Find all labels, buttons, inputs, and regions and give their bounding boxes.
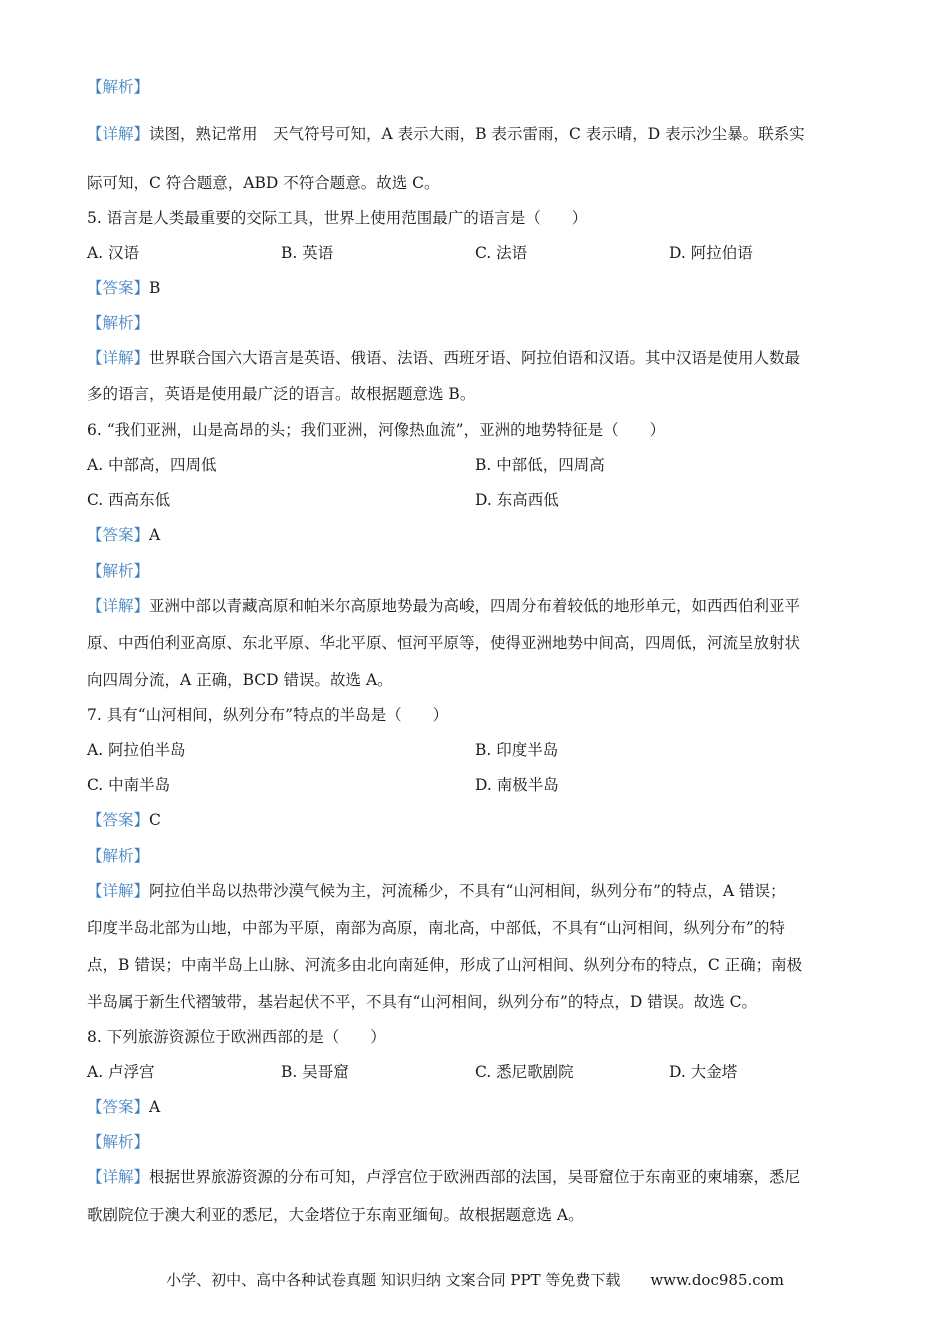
page-footer: 小学、初中、高中各种试卷真题 知识归纳 文案合同 PPT 等免费下载 www.doc985.com [166, 1271, 784, 1289]
detail-tag: 【详解】 [87, 597, 150, 615]
q6-option-c: C. 西高东低 [87, 491, 171, 509]
q6-option-b: B. 中部低，四周高 [475, 456, 605, 474]
q7-option-c: C. 中南半岛 [87, 776, 171, 794]
analysis-tag: 【解析】 [87, 847, 150, 865]
q8-option-b: B. 吴哥窟 [281, 1063, 349, 1081]
analysis-tag: 【解析】 [87, 562, 150, 580]
q6-detail-line-3: 向四周分流，A 正确，BCD 错误。故选 A。 [87, 671, 393, 689]
q4-detail-line-2: 际可知，C 符合题意，ABD 不符合题意。故选 C。 [87, 174, 440, 192]
q8-answer: 【答案】A [87, 1098, 161, 1116]
detail-tag: 【详解】 [87, 349, 150, 367]
q8-detail-line-1: 【详解】根据世界旅游资源的分布可知，卢浮宫位于欧洲西部的法国，吴哥窟位于东南亚的柬埔寨，悉尼 [87, 1168, 801, 1186]
q6-answer: 【答案】A [87, 526, 161, 544]
q7-detail-line-2: 印度半岛北部为山地，中部为平原，南部为高原，南北高，中部低，不具有“山河相间，纵列分布”的特 [87, 919, 785, 937]
q6-detail-line-1: 【详解】亚洲中部以青藏高原和帕米尔高原地势最为高峻，四周分布着较低的地形单元，如西西伯利亚平 [87, 597, 801, 615]
q7-stem: 7. 具有“山河相间，纵列分布”特点的半岛是（ ） [87, 706, 449, 724]
q6-option-a: A. 中部高，四周低 [87, 456, 217, 474]
q8-option-a: A. 卢浮宫 [87, 1063, 155, 1081]
q7-option-b: B. 印度半岛 [475, 741, 559, 759]
detail-tag: 【详解】 [87, 882, 150, 900]
q5-stem: 5. 语言是人类最重要的交际工具，世界上使用范围最广的语言是（ ） [87, 209, 588, 227]
q7-detail-line-1: 【详解】阿拉伯半岛以热带沙漠气候为主，河流稀少，不具有“山河相间，纵列分布”的特点，A 错误； [87, 882, 786, 900]
analysis-tag: 【解析】 [87, 1133, 150, 1151]
q7-detail-line-4: 半岛属于新生代褶皱带，基岩起伏不平，不具有“山河相间，纵列分布”的特点，D 错误。故选 C。 [87, 993, 757, 1011]
q7-option-a: A. 阿拉伯半岛 [87, 741, 186, 759]
q8-detail-line-2: 歌剧院位于澳大利亚的悉尼，大金塔位于东南亚缅甸。故根据题意选 A。 [87, 1206, 584, 1224]
analysis-tag: 【解析】 [87, 78, 150, 96]
q8-option-c: C. 悉尼歌剧院 [475, 1063, 574, 1081]
q8-stem: 8. 下列旅游资源位于欧洲西部的是（ ） [87, 1028, 386, 1046]
q5-option-c: C. 法语 [475, 244, 528, 262]
q4-detail-line-1: 【详解】读图，熟记常用 天气符号可知，A 表示大雨，B 表示雷雨，C 表示晴，D 表示沙尘暴。联系实 [87, 125, 805, 143]
q6-stem: 6. “我们亚洲，山是高昂的头；我们亚洲，河像热血流”，亚洲的地势特征是（ ） [87, 421, 666, 439]
q5-option-b: B. 英语 [281, 244, 334, 262]
q5-detail-line-1: 【详解】世界联合国六大语言是英语、俄语、法语、西班牙语、阿拉伯语和汉语。其中汉语是使用人数最 [87, 349, 801, 367]
detail-tag: 【详解】 [87, 1168, 150, 1186]
q6-option-d: D. 东高西低 [475, 491, 559, 509]
q8-option-d: D. 大金塔 [669, 1063, 738, 1081]
q6-detail-line-2: 原、中西伯利亚高原、东北平原、华北平原、恒河平原等，使得亚洲地势中间高，四周低，河流呈放射状 [87, 634, 801, 652]
answer-tag: 【答案】 [87, 526, 150, 544]
answer-tag: 【答案】 [87, 811, 150, 829]
q5-answer: 【答案】B [87, 279, 161, 297]
answer-tag: 【答案】 [87, 1098, 150, 1116]
q7-option-d: D. 南极半岛 [475, 776, 559, 794]
q5-detail-line-2: 多的语言，英语是使用最广泛的语言。故根据题意选 B。 [87, 385, 476, 403]
detail-tag: 【详解】 [87, 125, 150, 143]
q7-answer: 【答案】C [87, 811, 161, 829]
q7-detail-line-3: 点，B 错误；中南半岛上山脉、河流多由北向南延伸，形成了山河相间、纵列分布的特点，C 正确；南极 [87, 956, 803, 974]
analysis-tag: 【解析】 [87, 314, 150, 332]
q5-option-d: D. 阿拉伯语 [669, 244, 753, 262]
q5-option-a: A. 汉语 [87, 244, 140, 262]
answer-tag: 【答案】 [87, 279, 150, 297]
